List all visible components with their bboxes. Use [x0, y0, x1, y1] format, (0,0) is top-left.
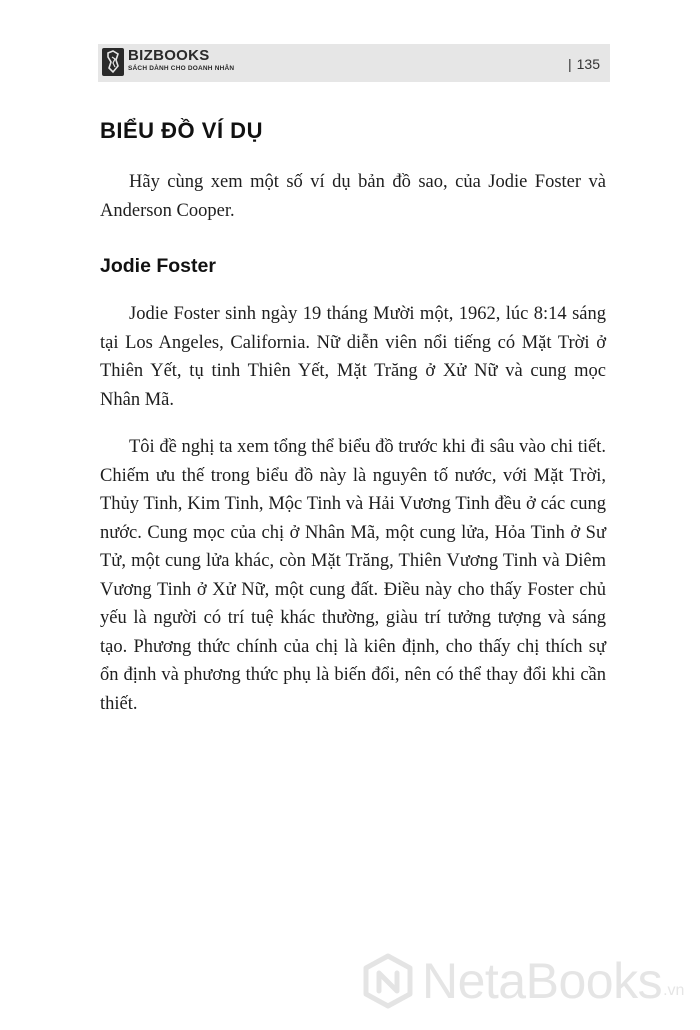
watermark-text: NetaBooks [422, 953, 663, 1009]
body-paragraph: Tôi đề nghị ta xem tổng thể biểu đồ trước khi đi sâu vào chi tiết. Chiếm ưu thế trong biểu đồ này là nguyên tố nước, với Mặt Trời, Thủy Tinh, Kim Tinh, Mộc Tinh và Hải Vương Tinh đều ở các cung nước. Cung mọc của chị ở Nhân Mã, một cung lửa, Hỏa Tinh ở Sư Tử, một cung lửa khác, còn Mặt Trăng, Thiên Vương Tinh và Diêm Vương Tinh ở Xử Nữ, một cung đất. Điều này cho thấy Foster chủ yếu là người có trí tuệ khác thường, giàu trí tưởng tượng và sáng tạo. Phương thức chính của chị là kiên định, cho thấy chị thích sự ổn định và phương thức phụ là biến đổi, nên có thể thay đổi khi cần thiết. [100, 437, 606, 714]
intro-paragraph: Hãy cùng xem một số ví dụ bản đồ sao, của Jodie Foster và Anderson Cooper. [100, 172, 606, 221]
watermark-suffix: .vn [663, 982, 685, 999]
page-number-separator: | [568, 56, 572, 72]
brand-name: BIZBOOKS [128, 47, 210, 64]
section-heading: BIỂU ĐỒ VÍ DỤ [100, 118, 263, 143]
body-paragraph: Jodie Foster sinh ngày 19 tháng Mười một, 1962, lúc 8:14 sáng tại Los Angeles, California. Nữ diễn viên nổi tiếng có Mặt Trời ở Thiên Yết, tụ tinh Thiên Yết, Mặt Trăng ở Xử Nữ và cung mọc Nhân Mã. [100, 304, 606, 410]
page-header [98, 44, 610, 82]
bizbooks-logo [102, 48, 234, 76]
bizbooks-logo-icon [102, 48, 124, 76]
brand-tagline: SÁCH DÀNH CHO DOANH NHÂN [128, 65, 235, 72]
subheading-jodie-foster: Jodie Foster [100, 255, 216, 277]
netabooks-logo-icon [360, 953, 416, 1009]
page-number-value: 135 [576, 56, 600, 72]
netabooks-watermark [360, 952, 684, 1010]
page-number [568, 56, 600, 72]
